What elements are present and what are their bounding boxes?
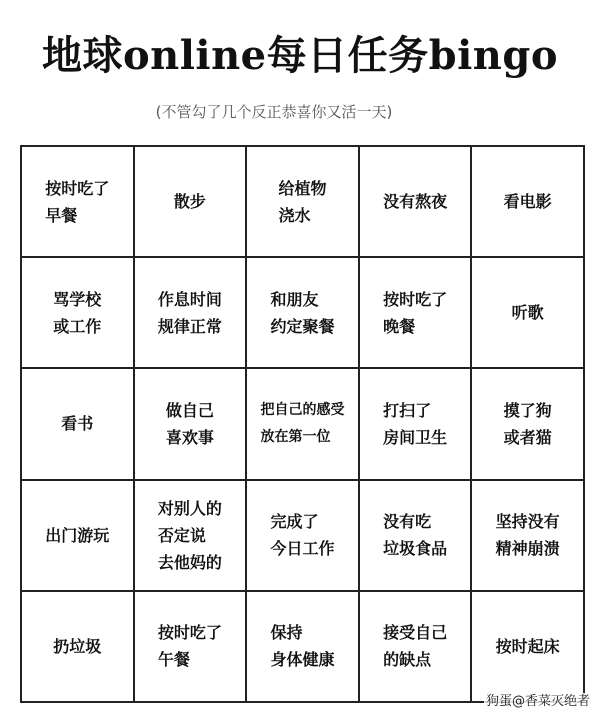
- bingo-cell-label: 没有熬夜: [383, 192, 448, 212]
- bingo-cell[interactable]: [135, 481, 248, 592]
- bingo-cell[interactable]: [247, 369, 360, 480]
- bingo-cell[interactable]: [360, 481, 473, 592]
- bingo-cell-label: 对别人的 否定说 去他妈的: [157, 498, 222, 572]
- bingo-grid: [20, 145, 585, 703]
- bingo-cell[interactable]: [360, 147, 473, 258]
- bingo-cell-label: 接受自己 的缺点: [383, 623, 448, 670]
- bingo-cell-label: 做自己 喜欢事: [165, 400, 214, 447]
- bingo-cell[interactable]: [247, 592, 360, 703]
- bingo-cell-label: 按时吃了 晚餐: [383, 289, 448, 336]
- bingo-cell[interactable]: [135, 369, 248, 480]
- bingo-cell-label: 没有吃 垃圾食品: [383, 512, 448, 559]
- bingo-cell-label: 坚持没有 精神崩溃: [495, 512, 560, 559]
- bingo-cell[interactable]: [247, 481, 360, 592]
- bingo-cell-label: 保持 身体健康: [270, 623, 335, 670]
- bingo-cell[interactable]: [22, 258, 135, 369]
- bingo-cell-label: 看书: [61, 414, 94, 434]
- bingo-cell-label: 出门游玩: [45, 525, 110, 545]
- bingo-cell-label: 完成了 今日工作: [270, 512, 335, 559]
- bingo-cell-label: 扔垃圾: [53, 636, 102, 656]
- bingo-cell[interactable]: [472, 481, 585, 592]
- watermark-credit: 狗蛋@香菜灭绝者: [485, 694, 590, 709]
- bingo-cell[interactable]: [472, 258, 585, 369]
- bingo-cell[interactable]: [22, 147, 135, 258]
- bingo-cell[interactable]: [135, 258, 248, 369]
- bingo-cell[interactable]: [22, 592, 135, 703]
- bingo-cell-label: 骂学校 或工作: [53, 289, 102, 336]
- bingo-cell[interactable]: [360, 258, 473, 369]
- bingo-cell-label: 和朋友 约定聚餐: [270, 289, 335, 336]
- bingo-cell[interactable]: [472, 147, 585, 258]
- bingo-cell[interactable]: [22, 369, 135, 480]
- bingo-cell-label: 按时吃了 早餐: [45, 178, 110, 225]
- bingo-cell-label: 作息时间 规律正常: [157, 289, 222, 336]
- bingo-cell[interactable]: [360, 369, 473, 480]
- bingo-cell-label: 按时吃了 午餐: [157, 623, 222, 670]
- bingo-cell[interactable]: [360, 592, 473, 703]
- bingo-cell[interactable]: [22, 481, 135, 592]
- bingo-cell-label: 给植物 浇水: [278, 178, 327, 225]
- page-subtitle: (不管勾了几个反正恭喜你又活一天): [155, 103, 393, 121]
- bingo-cell[interactable]: [247, 258, 360, 369]
- bingo-cell[interactable]: [247, 147, 360, 258]
- page-title: 地球online每日任务bingo: [41, 32, 559, 79]
- bingo-cell[interactable]: [472, 369, 585, 480]
- bingo-cell-label: 把自己的感受 放在第一位: [260, 401, 345, 445]
- bingo-cell-label: 打扫了 房间卫生: [383, 400, 448, 447]
- bingo-cell[interactable]: [135, 592, 248, 703]
- bingo-cell-label: 摸了狗 或者猫: [503, 400, 552, 447]
- bingo-cell-label: 看电影: [503, 192, 552, 212]
- bingo-cell-label: 散步: [173, 192, 206, 212]
- bingo-cell-label: 听歌: [511, 303, 544, 323]
- bingo-cell[interactable]: [135, 147, 248, 258]
- bingo-cell[interactable]: [472, 592, 585, 703]
- bingo-cell-label: 按时起床: [495, 636, 560, 656]
